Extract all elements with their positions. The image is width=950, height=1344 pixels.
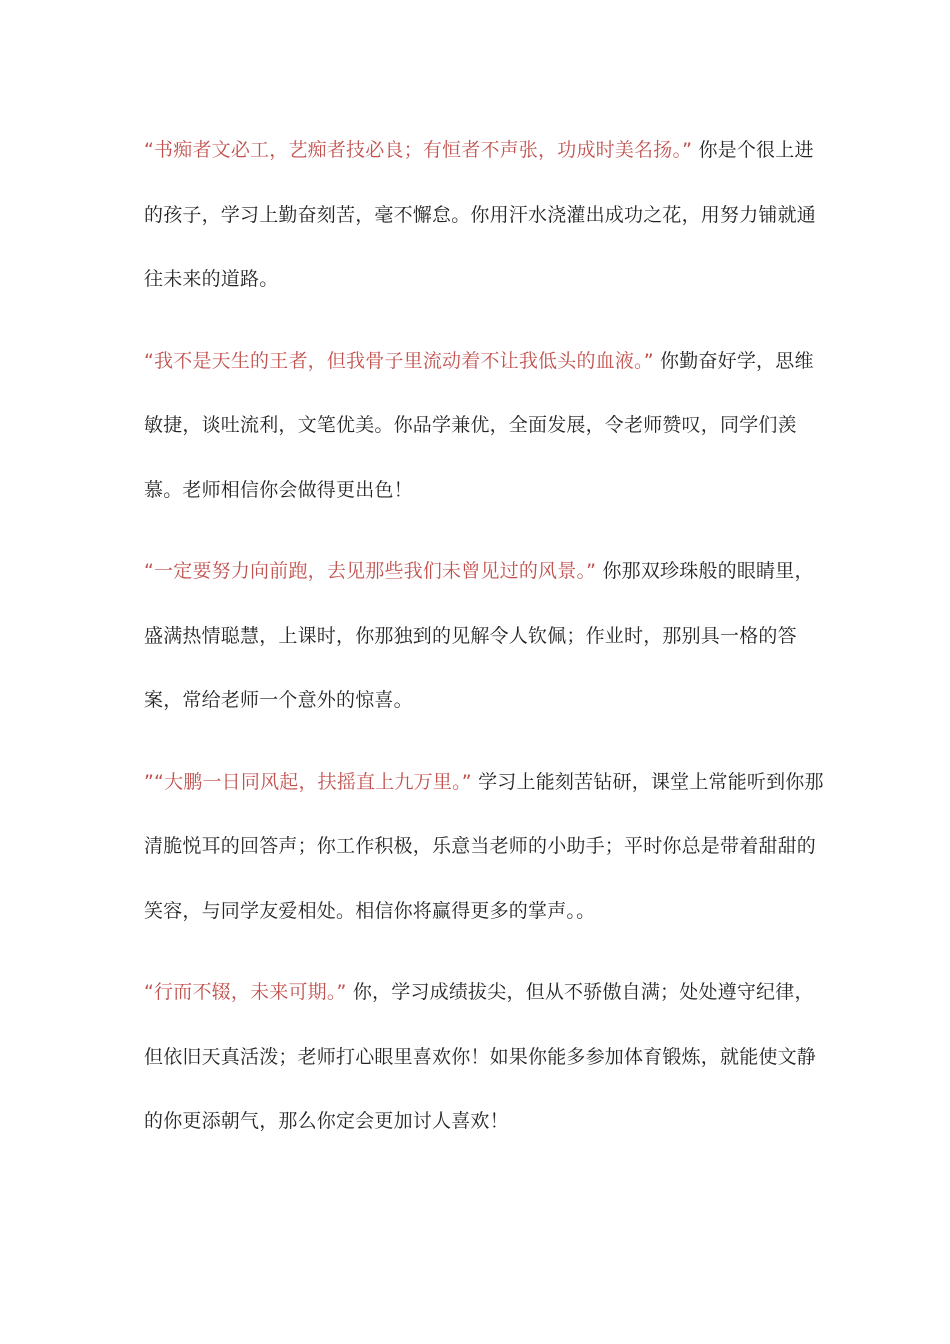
- comment-paragraph-3: [144, 539, 830, 733]
- paragraph-quote: “我不是天生的王者，但我骨子里流动着不让我低头的血液。”: [144, 349, 654, 372]
- paragraph-quote: “一定要努力向前跑，去见那些我们未曾见过的风景。”: [144, 560, 597, 582]
- paragraph-quote: “行而不辍，未来可期。”: [144, 981, 347, 1003]
- paragraph-quote: “书痴者文必工，艺痴者技必良；有恒者不声张，功成时美名扬。”: [144, 139, 693, 161]
- paragraph-quote: ”“大鹏一日同风起，扶摇直上九万里。”: [144, 770, 472, 793]
- document-body: [144, 118, 830, 1171]
- paragraph-text: 你是个很上进的孩子，学习上勤奋刻苦，毫不懈怠。你用汗水浇灌出成功之花，用努力铺就通往未来的道路。: [144, 139, 817, 290]
- paragraph-text: 你，学习成绩拔尖，但从不骄傲自满；处处遵守纪律，但依旧天真活泼；老师打心眼里喜欢你！如果你能多参加体育锻炼，就能使文静的你更添朝气，那么你定会更加讨人喜欢！: [144, 981, 817, 1132]
- paragraph-text: 学习上能刻苦钻研，课堂上常能听到你那清脆悦耳的回答声；你工作积极，乐意当老师的小助手；平时你总是带着甜甜的笑容，与同学友爱相处。相信你将赢得更多的掌声。。: [144, 770, 824, 922]
- paragraph-text: 你勤奋好学，思维敏捷，谈吐流利，文笔优美。你品学兼优，全面发展，令老师赞叹，同学们羡慕。老师相信你会做得更出色！: [144, 349, 814, 501]
- comment-paragraph-2: [144, 329, 830, 523]
- comment-paragraph-5: [144, 960, 830, 1154]
- comment-paragraph-4: [144, 750, 830, 944]
- paragraph-text: 你那双珍珠般的眼睛里，盛满热情聪慧，上课时，你那独到的见解令人钦佩；作业时，那别具一格的答案，常给老师一个意外的惊喜。: [144, 560, 814, 711]
- comment-paragraph-1: [144, 118, 830, 312]
